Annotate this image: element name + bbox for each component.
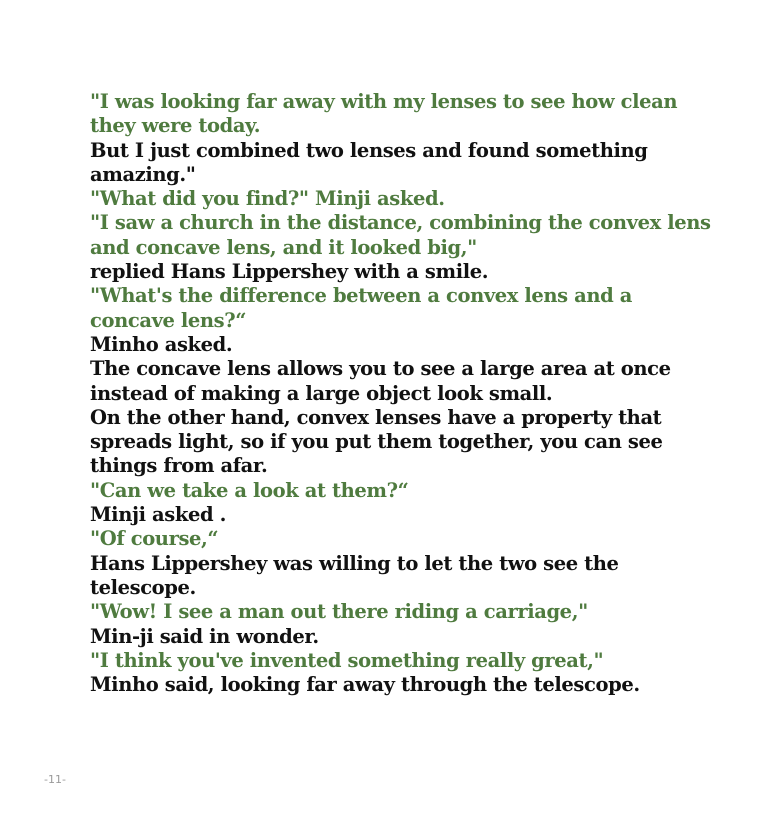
dialogue-line: "I think you've invented something really great," (90, 648, 604, 672)
narration-line: On the other hand, convex lenses have a property that (90, 405, 662, 429)
narration-line: Minho asked. (90, 332, 233, 356)
page-number: -11- (44, 773, 66, 786)
narration-line: Minji asked . (90, 503, 226, 527)
dialogue-line: "Wow! I see a man out there riding a carriage," (90, 600, 588, 624)
dialogue-line: concave lens?“ (90, 308, 247, 332)
narration-line: Hans Lippershey was willing to let the two see the (90, 551, 619, 575)
narration-line: Minho said, looking far away through the telescope. (90, 673, 640, 697)
dialogue-line: "Can we take a look at them?“ (90, 478, 409, 502)
narration-line: Min-ji said in wonder. (90, 624, 319, 648)
dialogue-line: "I saw a church in the distance, combining the convex lens (90, 211, 711, 235)
dialogue-line: and concave lens, and it looked big," (90, 235, 477, 259)
narration-line: spreads light, so if you put them together, you can see (90, 430, 663, 454)
narration-line: But I just combined two lenses and found something (90, 138, 648, 162)
narration-line: amazing." (90, 162, 196, 186)
dialogue-line: "What did you find?" Minji asked. (90, 187, 445, 211)
dialogue-line: "What's the difference between a convex lens and a (90, 284, 633, 308)
narration-line: instead of making a large object look small. (90, 381, 553, 405)
dialogue-line: "Of course,“ (90, 527, 219, 551)
dialogue-line: "I was looking far away with my lenses to see how clean (90, 90, 678, 113)
narration-line: things from afar. (90, 454, 268, 478)
narration-line: replied Hans Lippershey with a smile. (90, 260, 489, 284)
narration-line: The concave lens allows you to see a large area at once (90, 357, 671, 381)
narration-line: telescope. (90, 575, 196, 599)
dialogue-line: they were today. (90, 114, 261, 138)
story-text (90, 90, 711, 697)
